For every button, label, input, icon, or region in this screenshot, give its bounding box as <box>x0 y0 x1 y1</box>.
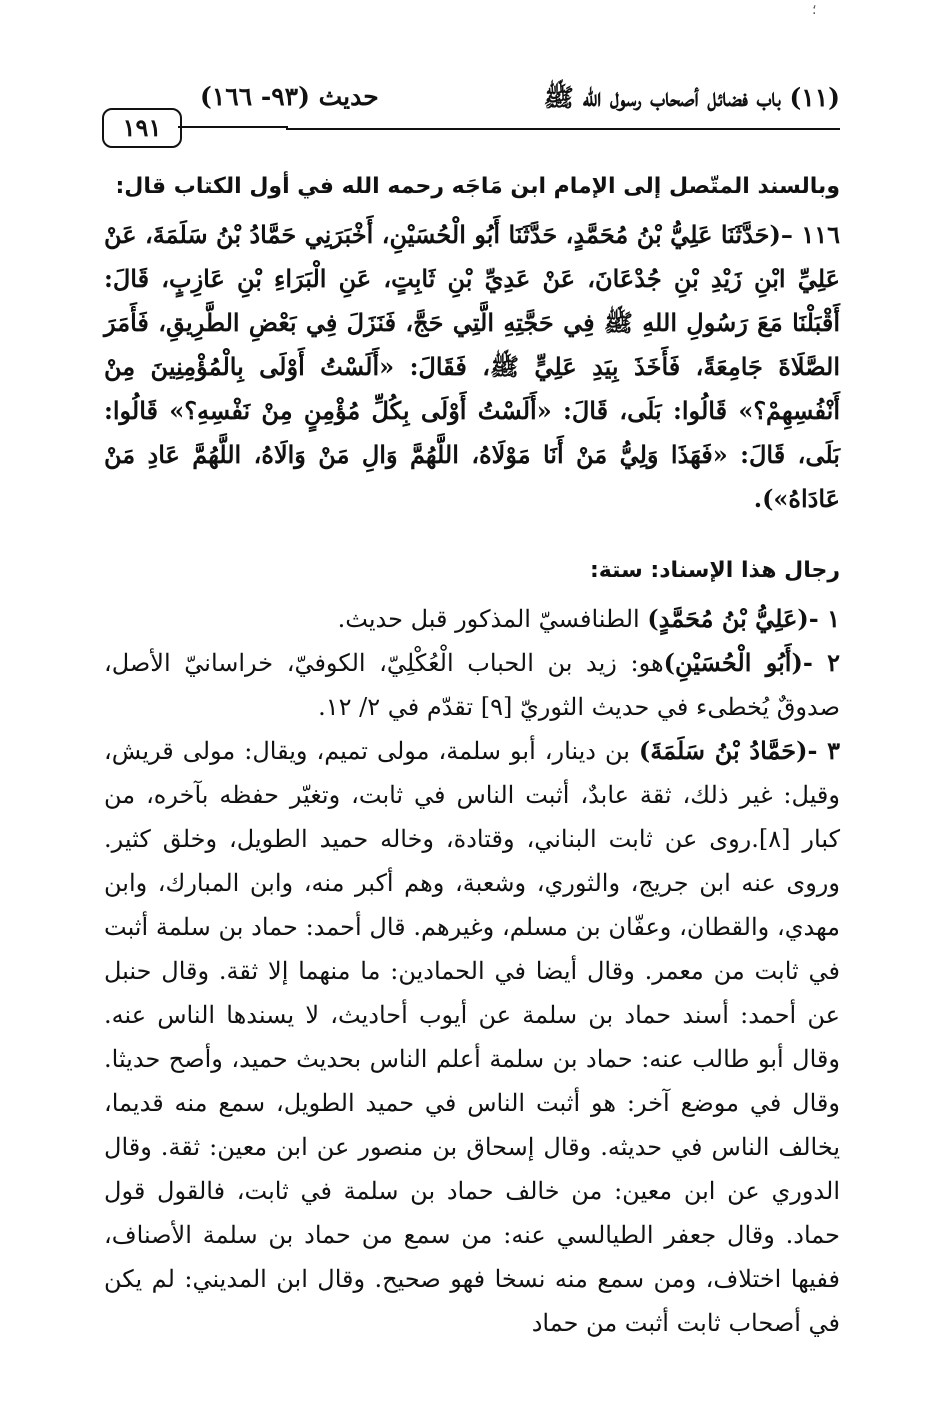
chain-intro-heading: وبالسند المتّصل إلى الإمام ابن مَاجَه رحمه الله في أول الكتاب قال: <box>115 174 840 199</box>
running-header <box>102 82 840 142</box>
narrator-name: ٢ -(أَبُو الْحُسَيْنِ) <box>663 648 840 677</box>
narrator-description: هو: زيد بن الحباب الْعُكْلِيّ، الكوفيّ، خراسانيّ الأصل، صدوقٌ يُخطىء في حديث الثوريّ [٩] تقدّم في ٢/ ١٢. <box>104 649 840 721</box>
main-text <box>104 165 840 1345</box>
page-number-rule <box>178 126 288 128</box>
narrator-description: الطنافسيّ المذكور قبل حديث. <box>337 605 648 633</box>
narrator-name: ٣ -(حَمَّادُ بْنُ سَلَمَةَ) <box>638 736 841 765</box>
narrator-entry <box>104 597 840 641</box>
chapter-title: (١١) باب فضائل أصحاب رسول الله ﷺ <box>543 83 840 112</box>
narrators-heading: رجال هذا الإسناد: ستة: <box>590 558 840 583</box>
narrator-entry <box>104 641 840 729</box>
stray-ink-mark: ؛ <box>812 2 817 18</box>
page-number: ١٩١ <box>102 108 182 148</box>
hadith-range: حديث (٩٣- ١٦٦) <box>200 82 379 111</box>
narrator-entry <box>104 729 840 1345</box>
narrator-name: ١ -(عَلِيُّ بْنُ مُحَمَّدٍ) <box>647 604 840 633</box>
narrator-description: بن دينار، أبو سلمة، مولى تميم، ويقال: مولى قريش، وقيل: غير ذلك، ثقة عابدٌ، أثبت الناس في ثابت، وتغيّر حفظه بآخره، من كبار [٨].روى عن ثابت البناني، وقتادة، وخاله حميد الطويل، وخلق كثير. وروى عنه ابن جريج، والثوري، وشعبة، وهم أكبر منه، وابن المبارك، وابن مهدي، والقطان، وعفّان بن مسلم، وغيرهم. قال أحمد: حماد بن سلمة أثبت في ثابت من معمر. وقال أيضا في الحمادين: ما منهما إلا ثقة. وقال حنبل عن أحمد: أسند حماد بن سلمة عن أيوب أحاديث، لا يسندها الناس عنه. وقال أبو طالب عنه: حماد بن سلمة أعلم الناس بحديث حميد، وأصح حديثا. وقال في موضع آخر: هو أثبت الناس في حميد الطويل، سمع منه قديما، يخالف الناس في حديثه. وقال إسحاق بن منصور عن ابن معين: ثقة. وقال الدوري عن ابن معين: من خالف حماد بن سلمة في ثابت، فالقول قول حماد. وقال جعفر الطيالسي عنه: من سمع من حماد بن سلمة الأصناف، ففيها اختلاف، ومن سمع منه نسخا فهو صحيح. وقال ابن المديني: لم يكن في أصحاب ثابت أثبت من حماد <box>104 737 840 1337</box>
header-rule <box>286 128 840 130</box>
hadith-text: ١١٦ –(حَدَّثَنَا عَلِيُّ بْنُ مُحَمَّدٍ، حَدَّثَنَا أَبُو الْحُسَيْنِ، أَخْبَرَنِي حَمَّادُ بْنُ سَلَمَةَ، عَنْ عَلِيِّ ابْنِ زَيْدِ بْنِ جُدْعَانَ، عَنْ عَدِيِّ بْنِ ثَابِتٍ، عَنِ الْبَرَاءِ بْنِ عَازِبٍ، قَالَ: أَقْبَلْنَا مَعَ رَسُولِ اللهِ ﷺ فِي حَجَّتِهِ الَّتِي حَجَّ، فَنَزَلَ فِي بَعْضِ الطَّرِيقِ، فَأَمَرَ الصَّلَاةَ جَامِعَةً، فَأَخَذَ بِيَدِ عَلِيٍّ ﷺ، فَقَالَ: «أَلَسْتُ أَوْلَى بِالْمُؤْمِنِينَ مِنْ أَنْفُسِهِمْ؟» قَالُوا: بَلَى، قَالَ: «أَلَسْتُ أَوْلَى بِكُلِّ مُؤْمِنٍ مِنْ نَفْسِهِ؟» قَالُوا: بَلَى، قَالَ: «فَهَذَا وَلِيُّ مَنْ أَنَا مَوْلَاهُ، اللَّهُمَّ وَالِ مَنْ وَالَاهُ، اللَّهُمَّ عَادِ مَنْ عَادَاهُ»). <box>104 220 841 513</box>
